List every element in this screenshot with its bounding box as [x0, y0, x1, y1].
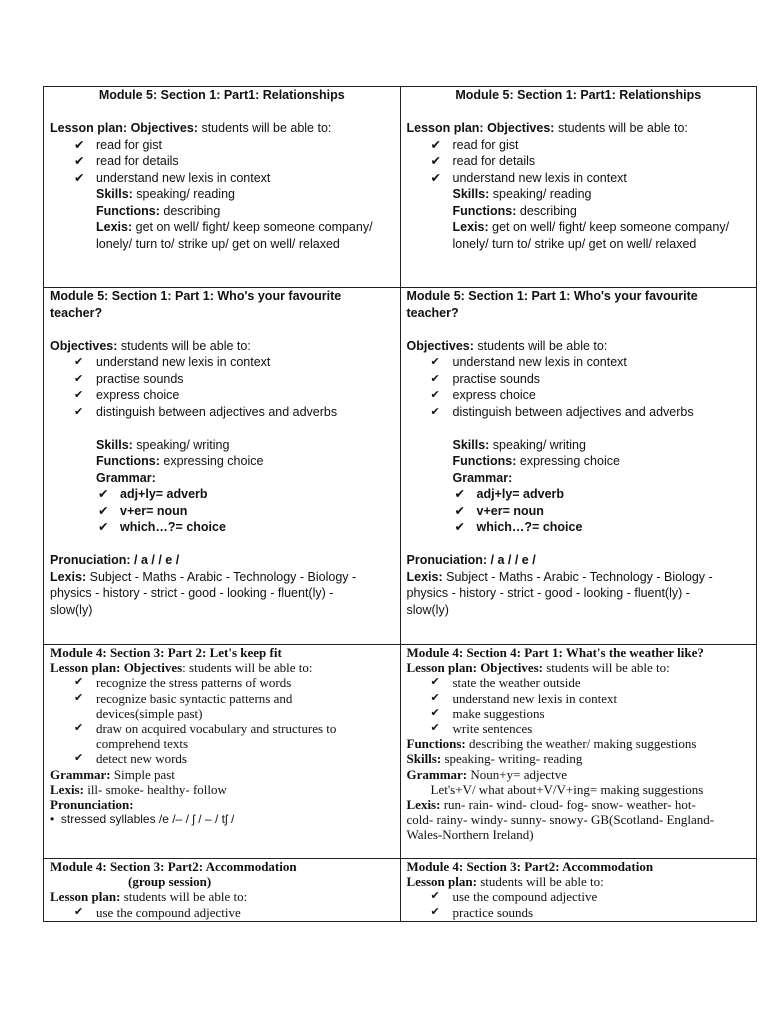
- check-icon: ✔: [74, 905, 84, 918]
- cell-title: Module 4: Section 3: Part 2: Let's keep fit: [50, 645, 282, 660]
- functions-line: Functions: expressing choice: [96, 454, 264, 468]
- check-icon: ✔: [74, 372, 84, 385]
- cell-r4-right: [400, 859, 757, 922]
- check-icon: ✔: [430, 890, 440, 903]
- check-icon: ✔: [74, 137, 85, 152]
- grammar-line: Grammar:: [96, 470, 156, 485]
- list-item: ✔ recognize the stress patterns of words: [74, 675, 292, 691]
- cell-title: Module 5: Section 1: Part1: Relationships: [455, 88, 702, 102]
- check-icon: ✔: [74, 691, 84, 704]
- list-item: ✔ which…?= choice: [454, 520, 583, 534]
- grammar-line: Grammar: Noun+y= adjectve: [406, 766, 567, 782]
- table-row: [44, 87, 757, 288]
- cell-title: Module 5: Section 1: Part1: Relationships: [98, 88, 345, 102]
- list-item: ✔ read for details: [430, 154, 536, 168]
- list-item: ✔ v+er= noun: [454, 503, 544, 518]
- cell-subtitle: (group session): [128, 874, 212, 890]
- lexis-line-3: slow(ly): [50, 602, 93, 617]
- list-item: ✔ express choice: [74, 388, 180, 402]
- check-icon: ✔: [430, 356, 440, 368]
- table-row: [44, 859, 757, 922]
- list-item: ✔ practise sounds: [430, 371, 541, 386]
- check-icon: ✔: [430, 170, 441, 185]
- functions-line: Functions: expressing choice: [452, 454, 620, 468]
- skills-line: Skills: speaking- writing- reading: [406, 751, 583, 767]
- lexis-line: Lexis: get on well/ fight/ keep someone company/: [96, 220, 373, 234]
- bullet-icon: •: [50, 812, 55, 827]
- objectives-line: Objectives: students will be able to:: [50, 338, 251, 353]
- lexis-line: Lexis: ill- smoke- healthy- follow: [50, 781, 227, 797]
- check-icon: ✔: [430, 905, 440, 918]
- list-item: ✔ practise sounds: [74, 371, 184, 386]
- check-icon: ✔: [430, 722, 440, 735]
- list-item: ✔ v+er= noun: [98, 503, 188, 518]
- functions-line: Functions: describing: [96, 203, 221, 218]
- check-icon: ✔: [454, 487, 465, 501]
- objectives-line: Objectives: students will be able to:: [406, 338, 608, 353]
- cell-r1-left: [44, 87, 401, 288]
- pronunciation-line: Pronuciation: / a / / e /: [406, 553, 536, 567]
- cell-title: Module 4: Section 3: Part2: Accommodation: [50, 859, 297, 874]
- list-item: ✔ understand new lexis in context: [430, 170, 627, 185]
- check-icon: ✔: [74, 170, 85, 185]
- pronunciation-line: Pronunciation:: [50, 797, 134, 813]
- check-icon: ✔: [430, 691, 440, 704]
- functions-line: Functions: describing the weather/ making suggestions: [406, 736, 697, 752]
- list-item: ✔ draw on acquired vocabulary and structures to: [74, 721, 337, 737]
- lexis-line: Lexis: Subject - Maths - Arabic - Technology - Biology -: [406, 569, 713, 584]
- list-item: ✔ read for details: [74, 154, 179, 168]
- check-icon: ✔: [74, 722, 84, 735]
- list-item: ✔ adj+ly= adverb: [454, 487, 565, 501]
- list-item: ✔ write sentences: [430, 721, 533, 737]
- list-item: ✔ use the compound adjective: [74, 904, 241, 920]
- cell-r2-left: [44, 288, 401, 645]
- list-item: ✔ adj+ly= adverb: [98, 487, 208, 501]
- list-item: ✔ state the weather outside: [430, 675, 581, 691]
- cell-r2-right: [400, 288, 757, 645]
- lesson-plan-line: Lesson plan: Objectives: students will be able to:: [406, 121, 688, 135]
- check-icon: ✔: [430, 154, 441, 168]
- list-item: ✔ practice sounds: [430, 904, 534, 920]
- check-icon: ✔: [74, 389, 84, 401]
- list-item: ✔ recognize basic syntactic patterns and: [74, 690, 293, 706]
- check-icon: ✔: [430, 676, 440, 689]
- lesson-plan-table: [43, 86, 757, 922]
- lexis-line: Lexis: get on well/ fight/ keep someone company/: [452, 220, 730, 234]
- grammar-line-2: Let's+V/ what about+V/V+ing= making suggestions: [430, 781, 704, 797]
- list-item: ✔ understand new lexis in context: [430, 690, 618, 706]
- cell-title: Module 4: Section 4: Part 1: What's the weather like?: [406, 645, 704, 660]
- check-icon: ✔: [430, 389, 440, 401]
- lesson-plan-line: Lesson plan: students will be able to:: [406, 874, 604, 890]
- lexis-line-2: lonely/ turn to/ strike up/ get on well/ relaxed: [96, 236, 340, 251]
- check-icon: ✔: [430, 706, 440, 719]
- check-icon: ✔: [74, 405, 84, 418]
- lexis-line-2: physics - history - strict - good - looking - fluent(ly) -: [50, 586, 334, 600]
- check-icon: ✔: [430, 372, 440, 385]
- cell-title: Module 5: Section 1: Part 1: Who's your favourite teacher?: [50, 289, 342, 320]
- check-icon: ✔: [430, 405, 440, 418]
- list-item: ✔ detect new words: [74, 751, 187, 767]
- list-item-continued: comprehend texts: [96, 736, 189, 752]
- lesson-plan-line: Lesson plan: Objectives: students will be able to:: [50, 660, 313, 676]
- skills-line: Skills: speaking/ writing: [96, 437, 230, 452]
- skills-line: Skills: speaking/ reading: [96, 187, 235, 201]
- skills-line: Skills: speaking/ reading: [452, 187, 592, 201]
- list-item: ✔ use the compound adjective: [430, 889, 598, 905]
- lesson-plan-line: Lesson plan: students will be able to:: [50, 889, 248, 905]
- lesson-plan-line: Lesson plan: Objectives: students will be able to:: [406, 660, 670, 676]
- list-item: ✔ distinguish between adjectives and adverbs: [74, 404, 338, 419]
- lexis-line: Lexis: Subject - Maths - Arabic - Technology - Biology -: [50, 569, 357, 584]
- list-item: ✔ read for gist: [430, 137, 519, 152]
- check-icon: ✔: [74, 676, 84, 689]
- lexis-line-2: lonely/ turn to/ strike up/ get on well/ relaxed: [452, 236, 697, 251]
- lesson-plan-line: Lesson plan: Objectives: students will be able to:: [50, 121, 332, 135]
- list-item: • stressed syllables /e /– / ʃ / – / tʃ /: [50, 812, 235, 827]
- list-item: ✔ distinguish between adjectives and adverbs: [430, 404, 694, 419]
- cell-r4-left: [44, 859, 401, 922]
- cell-r3-right: [400, 645, 757, 859]
- list-item: ✔ understand new lexis in context: [74, 355, 271, 369]
- skills-line: Skills: speaking/ writing: [452, 437, 586, 452]
- lexis-line-3: slow(ly): [406, 602, 449, 617]
- lexis-line-2: physics - history - strict - good - looking - fluent(ly) -: [406, 586, 690, 600]
- cell-r3-left: [44, 645, 401, 859]
- check-icon: ✔: [98, 520, 109, 534]
- cell-r1-right: [400, 87, 757, 288]
- list-item: ✔ understand new lexis in context: [74, 170, 271, 185]
- lexis-line-2: cold- rainy- windy- sunny- snowy- GB(Scotland- England-: [406, 812, 715, 828]
- check-icon: ✔: [74, 356, 84, 368]
- check-icon: ✔: [74, 752, 84, 765]
- lexis-line-3: Wales-Northern Ireland): [406, 827, 534, 843]
- list-item: ✔ understand new lexis in context: [430, 355, 627, 369]
- grammar-line: Grammar:: [452, 470, 513, 485]
- check-icon: ✔: [430, 137, 441, 152]
- check-icon: ✔: [454, 520, 465, 534]
- list-item: ✔ express choice: [430, 388, 536, 402]
- functions-line: Functions: describing: [452, 203, 577, 218]
- lexis-line: Lexis: run- rain- wind- cloud- fog- snow- weather- hot-: [406, 797, 696, 813]
- check-icon: ✔: [98, 503, 109, 518]
- table-row: [44, 645, 757, 859]
- grammar-line: Grammar: Simple past: [50, 766, 175, 782]
- check-icon: ✔: [454, 503, 465, 518]
- pronunciation-line: Pronuciation: / a / / e /: [50, 553, 180, 567]
- cell-title: Module 4: Section 3: Part2: Accommodation: [406, 859, 654, 874]
- check-icon: ✔: [98, 487, 109, 501]
- list-item: ✔ which…?= choice: [98, 520, 226, 534]
- cell-title: Module 5: Section 1: Part 1: Who's your favourite teacher?: [406, 289, 698, 320]
- table-row: [44, 288, 757, 645]
- list-item-continued: devices(simple past): [96, 705, 203, 721]
- check-icon: ✔: [74, 154, 85, 168]
- list-item: ✔ read for gist: [74, 137, 163, 152]
- list-item: ✔ make suggestions: [430, 705, 545, 721]
